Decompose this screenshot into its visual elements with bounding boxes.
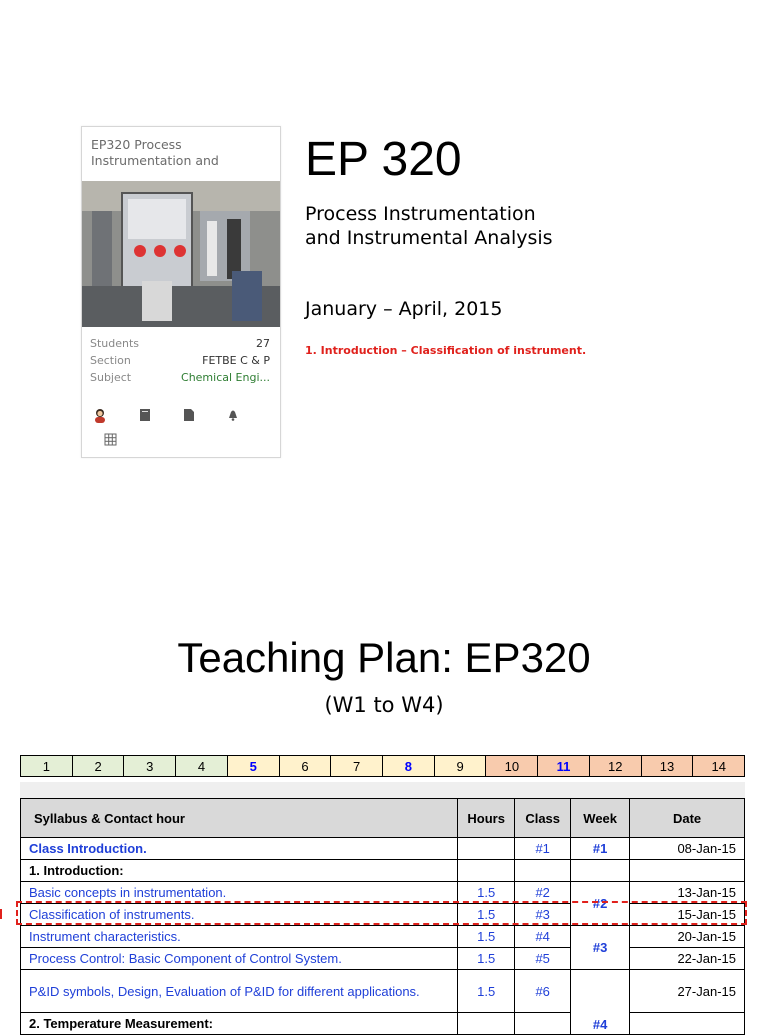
students-label: Students [90, 337, 140, 350]
week-number-cell: 13 [642, 756, 694, 776]
class-cell: #4 [515, 926, 571, 948]
date-cell: 08-Jan-15 [630, 838, 745, 860]
table-row [21, 970, 745, 1013]
header-week: Week [571, 799, 630, 838]
topic-cell: P&ID symbols, Design, Evaluation of P&ID for different applications. [21, 970, 458, 1013]
header-class: Class [515, 799, 571, 838]
week-cell: #4 [571, 970, 630, 1035]
topic-cell: Classification of instruments. [21, 904, 458, 926]
grid-icon[interactable] [104, 431, 118, 445]
week-number-cell: 3 [124, 756, 176, 776]
hours-cell: 1.5 [458, 882, 515, 904]
week-cell: #1 [571, 838, 630, 860]
topic-cell: Basic concepts in instrumentation. [21, 882, 458, 904]
week-number-cell: 1 [21, 756, 73, 776]
course-subtitle [305, 202, 553, 250]
table-row [21, 948, 745, 970]
week-number-cell: 2 [73, 756, 125, 776]
folder-icon[interactable] [182, 407, 196, 421]
subject-value[interactable]: Chemical Engi... [181, 371, 270, 384]
section-heading-cell: 2. Temperature Measurement: [21, 1013, 458, 1035]
topic-note: 1. Introduction – Classification of instrument. [305, 344, 587, 357]
section-label: Section [90, 354, 131, 367]
card-row-section [90, 354, 270, 367]
section-heading-cell: 1. Introduction: [21, 860, 458, 882]
week-number-cell: 5 [228, 756, 280, 776]
hours-cell: 1.5 [458, 926, 515, 948]
week-number-cell: 8 [383, 756, 435, 776]
students-value: 27 [256, 337, 270, 350]
card-title: EP320 Process Instrumentation and [91, 137, 219, 168]
header-syllabus: Syllabus & Contact hour [21, 799, 458, 838]
week-number-cell: 7 [331, 756, 383, 776]
class-cell: #6 [515, 970, 571, 1013]
class-cell: #1 [515, 838, 571, 860]
hours-cell: 1.5 [458, 970, 515, 1013]
avatar-icon[interactable] [92, 407, 106, 421]
date-cell: 22-Jan-15 [630, 948, 745, 970]
week-number-cell: 10 [486, 756, 538, 776]
bell-icon[interactable] [226, 407, 240, 421]
course-photo [82, 181, 280, 327]
week-number-cell: 14 [693, 756, 744, 776]
table-row [21, 838, 745, 860]
course-code-title: EP 320 [305, 133, 462, 186]
hours-cell [458, 838, 515, 860]
header-date: Date [630, 799, 745, 838]
week-number-cell: 4 [176, 756, 228, 776]
header-hours: Hours [458, 799, 515, 838]
hours-cell: 1.5 [458, 948, 515, 970]
card-row-subject [90, 371, 270, 384]
week-strip [20, 755, 745, 777]
topic-cell: Class Introduction. [21, 838, 458, 860]
table-row [21, 882, 745, 904]
hours-cell: 1.5 [458, 904, 515, 926]
section-value: FETBE C & P [202, 354, 270, 367]
week-number-cell: 9 [435, 756, 487, 776]
book-icon[interactable] [138, 407, 152, 421]
date-cell: 27-Jan-15 [630, 970, 745, 1013]
subject-label: Subject [90, 371, 132, 384]
card-row-students [90, 337, 270, 350]
week-cell: #3 [571, 926, 630, 970]
course-card[interactable] [81, 126, 281, 458]
card-toolbar [92, 405, 272, 453]
date-cell: 13-Jan-15 [630, 882, 745, 904]
date-cell: 20-Jan-15 [630, 926, 745, 948]
table-row [21, 860, 745, 882]
teaching-plan-subtitle: (W1 to W4) [324, 693, 444, 717]
table-row [21, 904, 745, 926]
class-cell: #2 [515, 882, 571, 904]
date-cell: 15-Jan-15 [630, 904, 745, 926]
teaching-plan-title: Teaching Plan: EP320 [177, 634, 591, 681]
week-number-cell: 11 [538, 756, 590, 776]
course-subtitle-line2: and Instrumental Analysis [305, 227, 553, 249]
divider-bar [20, 782, 745, 798]
table-row [21, 926, 745, 948]
week-number-cell: 6 [280, 756, 332, 776]
course-subtitle-line1: Process Instrumentation [305, 203, 536, 225]
week-cell: #2 [571, 882, 630, 926]
class-cell: #3 [515, 904, 571, 926]
topic-cell: Process Control: Basic Component of Control System. [21, 948, 458, 970]
topic-cell: Instrument characteristics. [21, 926, 458, 948]
class-cell: #5 [515, 948, 571, 970]
term-dates: January – April, 2015 [305, 298, 503, 320]
table-header-row [21, 799, 745, 838]
highlight-marker [0, 909, 2, 919]
teaching-plan-table [20, 798, 745, 1035]
week-number-cell: 12 [590, 756, 642, 776]
